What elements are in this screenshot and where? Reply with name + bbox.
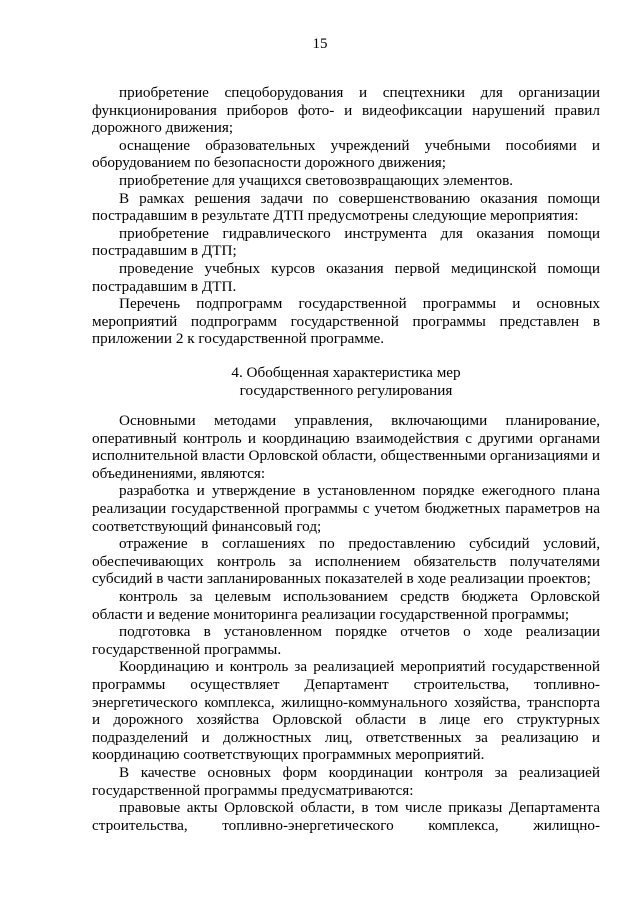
paragraph: проведение учебных курсов оказания первой медицинской помощи пострадавшим в ДТП. <box>92 259 600 295</box>
paragraph: Основными методами управления, включающими планирование, оперативный контроль и координацию взаимодействия с другими органами исполнительной власти Орловской области, общественными организациями и объединениями, являются: <box>92 412 600 482</box>
paragraph: контроль за целевым использованием средств бюджета Орловской области и ведение мониторинга реализации государственной программы; <box>92 588 600 623</box>
paragraph: приобретение для учащихся световозвращающих элементов. <box>119 171 514 189</box>
paragraph: оснащение образовательных учреждений учебными пособиями и оборудованием по безопасности дорожного движения; <box>92 136 600 172</box>
paragraph: разработка и утверждение в установленном порядке ежегодного плана реализации государственной программы с учетом бюджетных параметров на соответствующий финансовый год; <box>92 482 600 535</box>
section-heading-line: государственного регулирования <box>239 381 453 399</box>
document-body <box>92 84 600 834</box>
paragraph: приобретение спецоборудования и спецтехники для организации функционирования приборов фото- и видеофиксации нарушений правил дорожного движения; <box>92 84 600 137</box>
paragraph: В рамках решения задачи по совершенствованию оказания помощи пострадавшим в результате ДТП предусмотрены следующие мероприятия: <box>92 189 600 225</box>
section-heading-line: 4. Обобщенная характеристика мер <box>231 363 461 381</box>
section-heading <box>92 364 600 399</box>
paragraph: отражение в соглашениях по предоставлению субсидий условий, обеспечивающих контроль за исполнением обязательств получателями субсидий в части запланированных показателей в ходе реализации проектов; <box>92 535 600 588</box>
paragraph: подготовка в установленном порядке отчетов о ходе реализации государственной программы. <box>92 623 600 658</box>
paragraph: приобретение гидравлического инструмента для оказания помощи пострадавшим в ДТП; <box>92 224 600 260</box>
paragraph: Перечень подпрограмм государственной программы и основных мероприятий подпрограмм государственной программы представлен в приложении 2 к государственной программе. <box>92 295 600 348</box>
paragraph: правовые акты Орловской области, в том числе приказы Департамента строительства, топливно-энергетического комплекса, жилищно- <box>92 799 600 834</box>
paragraph: В качестве основных форм координации контроля за реализацией государственной программы предусматриваются: <box>92 763 600 799</box>
page-number: 15 <box>312 36 328 52</box>
paragraph: Координацию и контроль за реализацией мероприятий государственной программы осуществляет Департамент строительства, топливно-энергетического комплекса, жилищно-коммунального хозяйства, транспорта и дорожного хозяйства Орловской области в лице его структурных подразделений и должностных лиц, ответственных за реализацию и координацию соответствующих программных мероприятий. <box>92 658 600 764</box>
